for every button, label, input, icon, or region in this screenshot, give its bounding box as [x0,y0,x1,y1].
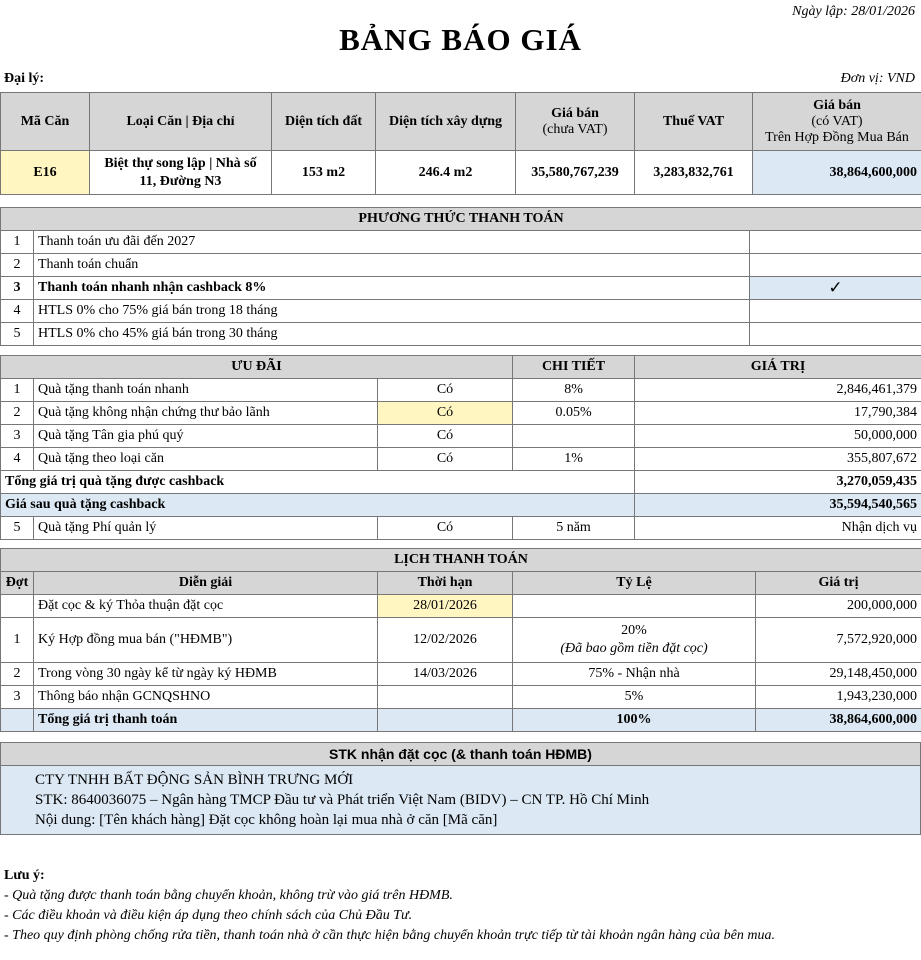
incentive-label: Quà tặng thanh toán nhanh [34,379,378,402]
schedule-total-rate: 100% [513,709,756,732]
unit-type: Biệt thự song lập | Nhà số 11, Đường N3 [90,151,272,195]
value-header: GIÁ TRỊ [635,356,921,379]
header-type: Loại Căn | Địa chỉ [90,93,272,151]
schedule-title: LỊCH THANH TOÁN [1,549,921,572]
schedule-date: 14/03/2026 [378,663,513,686]
method-mark[interactable] [750,300,921,323]
schedule-header-rate: Tỷ Lệ [513,572,756,595]
cashback-total-label: Tổng giá trị quà tặng được cashback [1,471,635,494]
incentive-detail [513,425,635,448]
schedule-desc: Đặt cọc & ký Thỏa thuận đặt cọc [34,595,378,618]
incentive-label: Quà tặng không nhận chứng thư bảo lãnh [34,402,378,425]
header-build-area: Diện tích xây dựng [376,93,516,151]
method-label: Thanh toán nhanh nhận cashback 8% [34,277,750,300]
incentive-detail: 0.05% [513,402,635,425]
method-label: Thanh toán ưu đãi đến 2027 [34,231,750,254]
land-area: 153 m2 [272,151,376,195]
incentive-flag: Có [378,448,513,471]
header-vat: Thuế VAT [635,93,753,151]
incentive-value: Nhận dịch vụ [635,517,921,540]
unit-code: E16 [1,151,90,195]
schedule-desc: Thông báo nhận GCNQSHNO [34,686,378,709]
schedule-desc: Trong vòng 30 ngày kể từ ngày ký HĐMB [34,663,378,686]
price-after-cashback-value: 35,594,540,565 [635,494,921,517]
schedule-header-value: Giá trị [756,572,921,595]
method-no: 4 [1,300,34,323]
schedule-header-no: Đợt [1,572,34,595]
incentive-label: Quà tặng theo loại căn [34,448,378,471]
payment-schedule-table [0,548,921,732]
schedule-date: 12/02/2026 [378,618,513,663]
schedule-header-desc: Diễn giải [34,572,378,595]
notes [4,866,775,946]
incentive-flag: Có [378,379,513,402]
incentive-value: 2,846,461,379 [635,379,921,402]
schedule-total-label: Tổng giá trị thanh toán [34,709,378,732]
incentive-value: 355,807,672 [635,448,921,471]
schedule-rate: 5% [513,686,756,709]
header-price-ex-vat: Giá bán (chưa VAT) [516,93,635,151]
method-no: 3 [1,277,34,300]
note-item: - Quà tặng được thanh toán bằng chuyển khoản, không trừ vào giá trên HĐMB. [4,888,453,903]
page-title: BẢNG BÁO GIÁ [339,22,582,57]
schedule-desc: Ký Hợp đồng mua bán ("HĐMB") [34,618,378,663]
schedule-rate: 75% - Nhận nhà [513,663,756,686]
method-no: 1 [1,231,34,254]
incentive-no: 4 [1,448,34,471]
schedule-date [378,686,513,709]
incentive-detail: 8% [513,379,635,402]
schedule-value: 7,572,920,000 [756,618,921,663]
method-no: 5 [1,323,34,346]
incentive-flag[interactable]: Có [378,402,513,425]
build-area: 246.4 m2 [376,151,516,195]
incentive-no: 3 [1,425,34,448]
method-mark[interactable] [750,254,921,277]
method-label: HTLS 0% cho 75% giá bán trong 18 tháng [34,300,750,323]
property-table [0,92,921,195]
schedule-date[interactable]: 28/01/2026 [378,595,513,618]
bank-account: STK: 8640036075 – Ngân hàng TMCP Đầu tư và Phát triển Việt Nam (BIDV) – CN TP. Hồ Chí Minh [35,792,650,808]
bank-title: STK nhận đặt cọc (& thanh toán HĐMB) [1,743,921,766]
incentive-detail: 1% [513,448,635,471]
method-no: 2 [1,254,34,277]
incentive-detail: 5 năm [513,517,635,540]
schedule-rate [513,595,756,618]
method-mark[interactable] [750,323,921,346]
cashback-total-value: 3,270,059,435 [635,471,921,494]
header-land-area: Diện tích đất [272,93,376,151]
note-item: - Theo quy định phòng chống rửa tiền, thanh toán nhà ở cần thực hiện bằng chuyển khoản trực tiếp từ tài khoản ngân hàng của bên mua. [4,928,775,943]
incentive-no: 5 [1,517,34,540]
detail-header: CHI TIẾT [513,356,635,379]
schedule-no: 3 [1,686,34,709]
incentive-value: 17,790,384 [635,402,921,425]
method-label: Thanh toán chuẩn [34,254,750,277]
payment-methods-title: PHƯƠNG THỨC THANH TOÁN [1,208,921,231]
bank-info-table [0,742,921,835]
notes-title: Lưu ý: [4,868,45,883]
schedule-no: 1 [1,618,34,663]
schedule-value: 1,943,230,000 [756,686,921,709]
agent-label: Đại lý: [4,71,45,86]
schedule-value: 29,148,450,000 [756,663,921,686]
vat-amount: 3,283,832,761 [635,151,753,195]
incentive-label: Quà tặng Tân gia phú quý [34,425,378,448]
schedule-total-value: 38,864,600,000 [756,709,921,732]
check-icon[interactable]: ✓ [750,277,921,300]
note-item: - Các điều khoản và điều kiện áp dụng theo chính sách của Chủ Đầu Tư. [4,908,413,923]
unit-label: Đơn vị: VND [840,71,915,86]
schedule-header-date: Thời hạn [378,572,513,595]
incentive-no: 2 [1,402,34,425]
method-mark[interactable] [750,231,921,254]
incentive-label: Quà tặng Phí quản lý [34,517,378,540]
bank-company: CTY TNHH BẤT ĐỘNG SẢN BÌNH TRƯNG MỚI [35,772,354,788]
header-price-inc-vat: Giá bán (có VAT) Trên Hợp Đồng Mua Bán [753,93,921,151]
incentive-flag: Có [378,517,513,540]
schedule-no: 2 [1,663,34,686]
schedule-rate: 20% (Đã bao gồm tiền đặt cọc) [513,618,756,663]
incentive-value: 50,000,000 [635,425,921,448]
schedule-no [1,595,34,618]
method-label: HTLS 0% cho 45% giá bán trong 30 tháng [34,323,750,346]
bank-transfer-content: Nội dung: [Tên khách hàng] Đặt cọc không hoàn lại mua nhà ở căn [Mã căn] [35,812,498,828]
incentive-no: 1 [1,379,34,402]
payment-methods-table [0,207,921,346]
schedule-value: 200,000,000 [756,595,921,618]
quote-date: Ngày lập: 28/01/2026 [792,4,915,19]
incentives-header: ƯU ĐÃI [1,356,513,379]
bank-details [1,766,921,835]
incentives-table [0,355,921,540]
price-ex-vat: 35,580,767,239 [516,151,635,195]
header-code: Mã Căn [1,93,90,151]
incentive-flag: Có [378,425,513,448]
price-after-cashback-label: Giá sau quà tặng cashback [1,494,635,517]
price-inc-vat: 38,864,600,000 [753,151,921,195]
